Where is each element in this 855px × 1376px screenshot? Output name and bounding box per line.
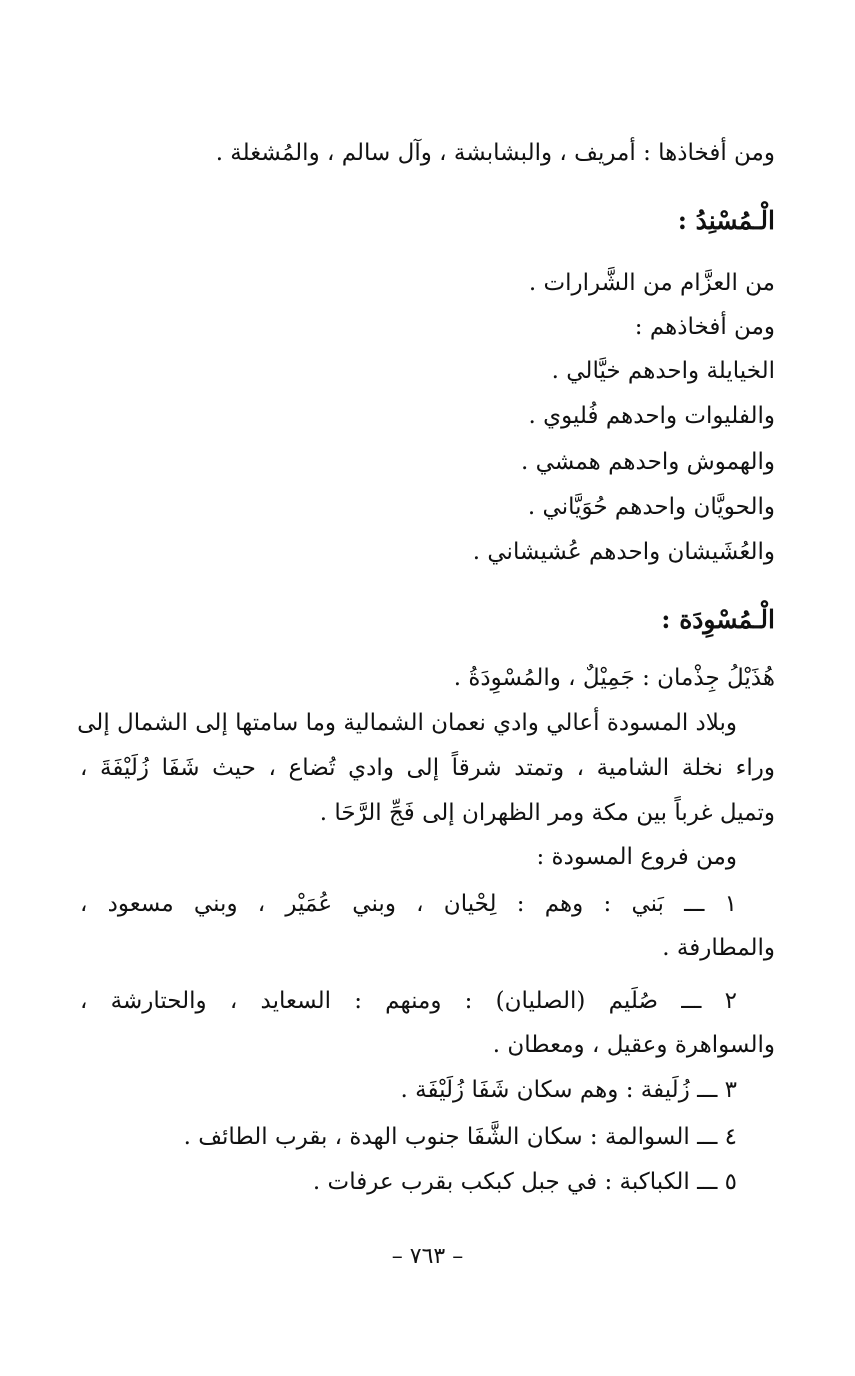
section-heading-muswida: الْـمُسْوِدَة : [661, 605, 775, 634]
text-line-14: ١ ـــ بَني : وهم : لِحْيان ، وبني عُمَيْر ، وبني مسعود ، [80, 891, 737, 917]
text-line-18: ٣ ـــ زُلَيفة : وهم سكان شَفَا زُلَيْفَة . [400, 1077, 737, 1103]
page-number: – ٧٦٣ – [391, 1244, 464, 1269]
text-line-15: والمطارفة . [662, 935, 775, 961]
text-line-5: والفليوات واحدهم فُليوي . [528, 403, 775, 429]
text-line-9: هُذَيْلُ جِذْمان : جَمِيْلٌ ، والمُسْوِدَةُ . [453, 665, 775, 691]
text-line-11: وراء نخلة الشامية ، وتمتد شرقاً إلى وادي تُضاع ، حيث شَفَا زُلَيْفَةَ ، [80, 755, 775, 781]
text-line-16: ٢ ـــ صُلَيم (الصليان) : ومنهم : السعايد ، والحتارشة ، [80, 988, 737, 1014]
text-line-7: والحويَّان واحدهم حُوَيَّاني . [527, 494, 775, 520]
text-line-3: ومن أفخاذهم : [634, 314, 775, 340]
text-line-2: من العزَّام من الشَّرارات . [528, 270, 775, 296]
text-line-17: والسواهرة وعقيل ، ومعطان . [492, 1032, 775, 1058]
text-line-6: والهموش واحدهم همشي . [521, 449, 775, 475]
text-line-10: وبلاد المسودة أعالي وادي نعمان الشمالية وما سامتها إلى الشمال إلى [77, 710, 737, 736]
text-line-20: ٥ ـــ الكباكبة : في جبل كبكب بقرب عرفات . [312, 1169, 737, 1195]
section-heading-musnid: الْـمُسْنِدُ : [677, 206, 775, 235]
text-line-13: ومن فروع المسودة : [536, 844, 737, 870]
text-line-1: ومن أفخاذها : أمريف ، والبشابشة ، وآل سالم ، والمُشغلة . [215, 140, 775, 166]
text-line-4: الخيايلة واحدهم خيَّالي . [551, 358, 775, 384]
text-line-8: والعُشَيشان واحدهم عُشيشاني . [472, 539, 775, 565]
text-line-12: وتميل غرباً بين مكة ومر الظهران إلى فَجِّ الرَّحَا . [319, 800, 775, 826]
text-line-19: ٤ ـــ السوالمة : سكان الشَّفَا جنوب الهدة ، بقرب الطائف . [183, 1124, 737, 1150]
